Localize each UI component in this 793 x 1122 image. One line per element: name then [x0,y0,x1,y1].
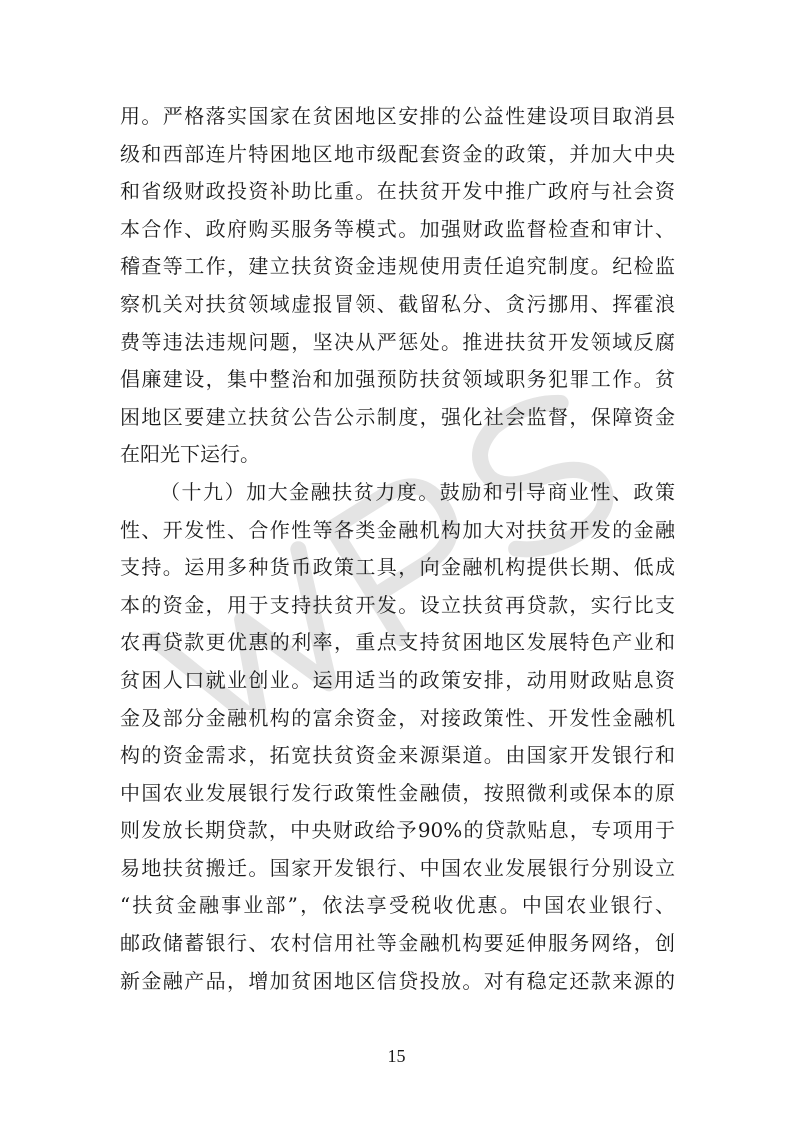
text-line: 邮政储蓄银行、农村信用社等金融机构要延伸服务网络，创 [120,931,675,956]
paragraph-heading-line: （十九）加大金融扶贫力度。鼓励和引导商业性、政策 [160,479,675,504]
text-line: 新金融产品，增加贫困地区信贷投放。对有稳定还款来源的 [120,968,675,993]
text-line: 级和西部连片特困地区地市级配套资金的政策，并加大中央 [120,141,675,166]
text-line: 倡廉建设，集中整治和加强预防扶贫领域职务犯罪工作。贫 [120,367,675,392]
text-line: 费等违法违规问题，坚决从严惩处。推进扶贫开发领域反腐 [120,329,675,354]
text-line: 困地区要建立扶贫公告公示制度，强化社会监督，保障资金 [120,404,675,429]
text-line: 和省级财政投资补助比重。在扶贫开发中推广政府与社会资 [120,179,675,204]
text-line: 中国农业发展银行发行政策性金融债，按照微利或保本的原 [120,780,675,805]
text-line: 察机关对扶贫领域虚报冒领、截留私分、贪污挪用、挥霍浪 [120,291,675,316]
text-line: 本的资金，用于支持扶贫开发。设立扶贫再贷款，实行比支 [120,592,675,617]
text-line: 用。严格落实国家在贫困地区安排的公益性建设项目取消县 [120,104,675,128]
text-line: 则发放长期贷款，中央财政给予90%的贷款贴息，专项用于 [120,818,675,843]
text-line: 支持。运用多种货币政策工具，向金融机构提供长期、低成 [120,555,675,580]
text-line: 稽查等工作，建立扶贫资金违规使用责任追究制度。纪检监 [120,254,675,279]
page-number: 15 [387,1046,406,1066]
text-line: 构的资金需求，拓宽扶贫资金来源渠道。由国家开发银行和 [120,743,675,768]
text-line: 易地扶贫搬迁。国家开发银行、中国农业发展银行分别设立 [120,855,675,880]
text-line: 农再贷款更优惠的利率，重点支持贫困地区发展特色产业和 [120,630,675,655]
text-line: 贫困人口就业创业。运用适当的政策安排，动用财政贴息资 [120,667,675,692]
text-line: 本合作、政府购买服务等模式。加强财政监督检查和审计、 [120,216,675,241]
text-line: 在阳光下运行。 [120,442,260,467]
text-line: 金及部分金融机构的富余资金，对接政策性、开发性金融机 [120,705,675,730]
text-line: “扶贫金融事业部”，依法享受税收优惠。中国农业银行、 [120,893,675,918]
text-line: 性、开发性、合作性等各类金融机构加大对扶贫开发的金融 [120,517,675,542]
body-text [120,98,675,1000]
